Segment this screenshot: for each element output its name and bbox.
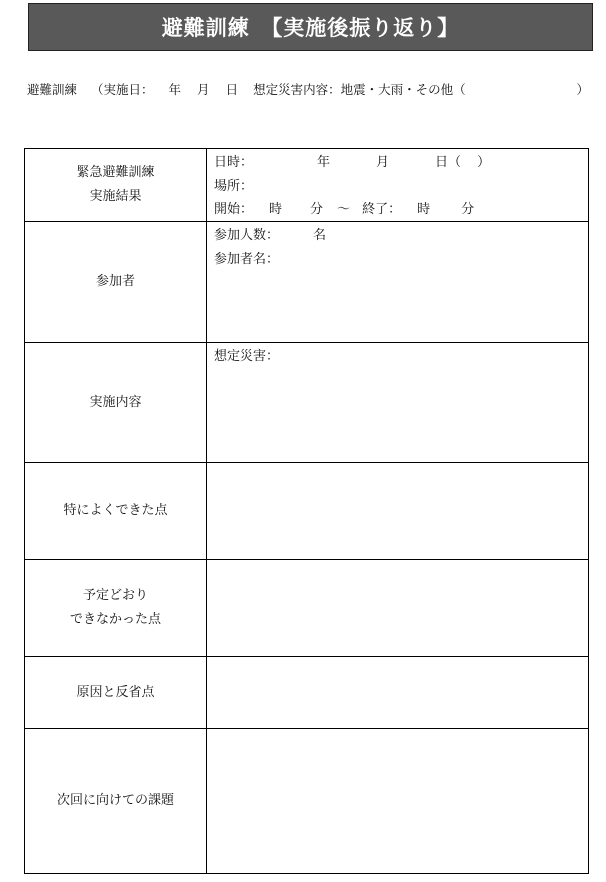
table-row: [25, 560, 589, 657]
content-value-cell[interactable]: [207, 343, 589, 463]
end-hour-label: 時: [417, 202, 431, 218]
not-done-label-line2: できなかった点: [69, 612, 161, 627]
next-value-cell[interactable]: [207, 729, 589, 874]
training-label: 避難訓練: [27, 82, 78, 97]
place-label: 場所：: [214, 178, 254, 194]
participants-label: 参加者: [95, 274, 135, 289]
next-label-cell: [25, 729, 207, 874]
time-field[interactable]: [207, 196, 588, 220]
result-year-label: 年: [317, 155, 331, 171]
cause-value-cell[interactable]: [207, 657, 589, 729]
participant-names-label: 参加者名：: [214, 251, 280, 267]
result-label-line2: 実施結果: [89, 189, 142, 204]
table-row: [25, 149, 589, 222]
result-day-label: 日（: [435, 155, 462, 171]
table-row: [25, 729, 589, 874]
result-value-cell[interactable]: [207, 149, 589, 222]
datetime-label: 日時：: [214, 155, 254, 171]
good-points-label-cell: [25, 463, 207, 560]
tilde: ～: [337, 202, 351, 218]
not-done-value-cell[interactable]: [207, 560, 589, 657]
table-row: [25, 463, 589, 560]
content-label: 実施内容: [89, 394, 142, 410]
participants-label-cell: [25, 222, 207, 343]
good-points-label: 特によくできた点: [63, 503, 168, 518]
end-min-label: 分: [461, 202, 475, 218]
title-bar: [28, 3, 593, 51]
disaster-field[interactable]: [207, 343, 588, 367]
report-table: [24, 148, 589, 874]
disaster-type-label: 想定災害内容：地震・大雨・その他（: [253, 82, 466, 97]
not-done-label-cell: [25, 560, 207, 657]
close-paren: ）: [576, 82, 589, 97]
year-label: 年: [168, 82, 182, 97]
date-open-label: （実施日：: [91, 82, 154, 97]
cause-label-cell: [25, 657, 207, 729]
not-done-label-line1: 予定どおり: [82, 588, 148, 603]
start-min-label: 分: [310, 202, 324, 218]
participant-count-field[interactable]: [207, 222, 588, 246]
table-row: [25, 343, 589, 463]
table-row: [25, 222, 589, 343]
place-field[interactable]: [207, 173, 588, 197]
month-label: 月: [197, 82, 210, 97]
participant-count-label: 参加人数：: [214, 228, 280, 244]
next-label: 次回に向けての課題: [56, 793, 174, 808]
result-day-close: ）: [477, 155, 491, 171]
training-info-line: [27, 80, 597, 98]
disaster-label: 想定災害：: [214, 349, 280, 365]
end-label: 終了：: [362, 202, 402, 218]
datetime-field[interactable]: [207, 149, 588, 173]
start-label: 開始：: [214, 202, 254, 218]
participant-count-unit: 名: [313, 228, 327, 244]
cause-label: 原因と反省点: [76, 684, 155, 700]
good-points-value-cell[interactable]: [207, 463, 589, 560]
result-month-label: 月: [376, 155, 390, 171]
day-label: 日: [225, 82, 239, 97]
result-label-cell: [25, 149, 207, 222]
start-hour-label: 時: [269, 202, 283, 218]
participant-names-field[interactable]: [207, 246, 588, 270]
content-label-cell: [25, 343, 207, 463]
page-title: 避難訓練 【実施後振り返り】: [161, 16, 460, 40]
participants-value-cell[interactable]: [207, 222, 589, 343]
result-label-line1: 緊急避難訓練: [76, 165, 155, 180]
table-row: [25, 657, 589, 729]
